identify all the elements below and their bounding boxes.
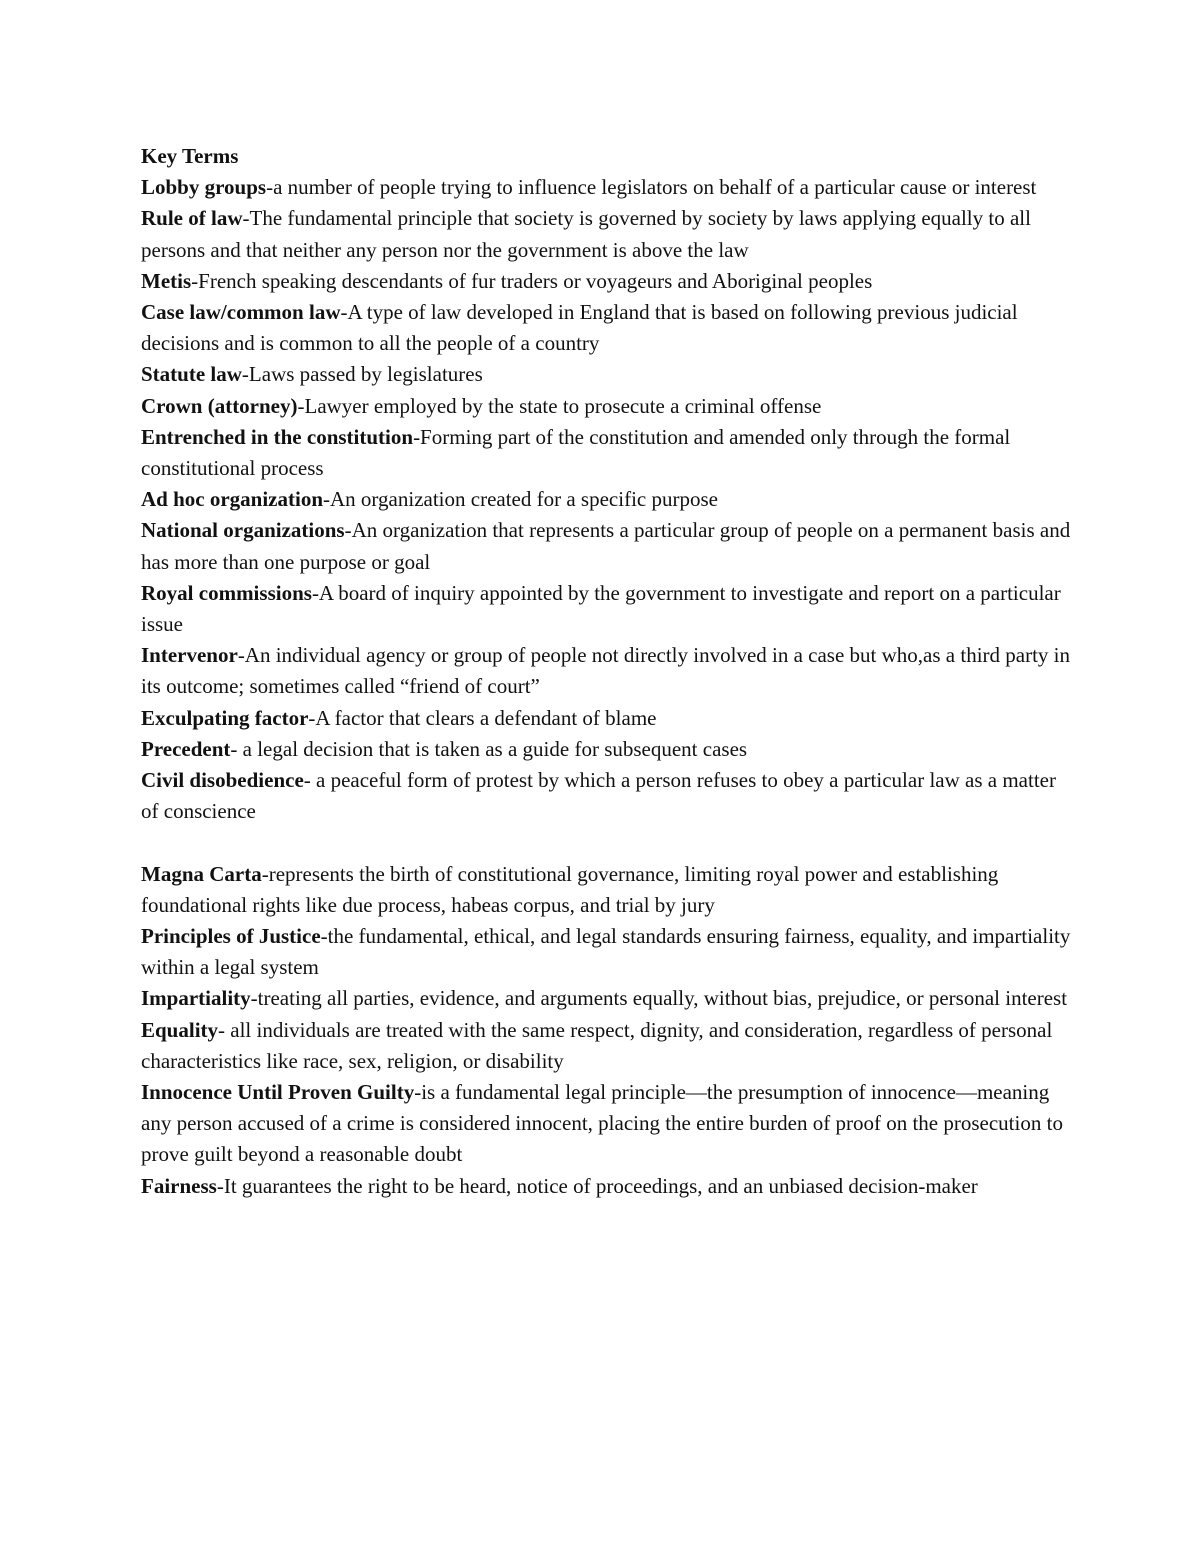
entry-magna-carta	[141, 859, 1071, 921]
entry-definition: -A board of inquiry appointed by the government to investigate and report on a particular issue	[141, 580, 1061, 637]
entry-definition: -Laws passed by legislatures	[241, 362, 483, 387]
entry-lobby-groups	[141, 172, 1071, 203]
entry-definition: -Lawyer employed by the state to prosecute a criminal offense	[297, 393, 822, 418]
entry-term: Metis	[141, 268, 192, 293]
entry-term: Precedent	[141, 736, 231, 761]
entry-term: Equality	[141, 1017, 219, 1042]
entry-definition: - a legal decision that is taken as a guide for subsequent cases	[230, 736, 748, 761]
entry-definition: -An organization created for a specific purpose	[323, 487, 718, 512]
entry-definition: -A type of law developed in England that is based on following previous judicial decisions and is common to all the people of a country	[141, 300, 1018, 356]
entry-exculpating-factor	[141, 703, 1071, 734]
entry-statute-law	[141, 359, 1071, 390]
entry-term: Crown (attorney)	[141, 393, 298, 418]
entry-term: Impartiality	[141, 986, 251, 1011]
entry-definition: -Forming part of the constitution and amended only through the formal constitutional process	[141, 424, 1011, 481]
entry-rule-of-law	[141, 203, 1071, 265]
entry-entrenched	[141, 422, 1071, 484]
entry-ad-hoc	[141, 484, 1071, 515]
entry-definition: -a number of people trying to influence legislators on behalf of a particular cause or interest	[266, 175, 1037, 200]
entry-definition: - a peaceful form of protest by which a person refuses to obey a particular law as a matter of conscience	[141, 768, 1056, 824]
entry-royal-commissions	[141, 578, 1071, 640]
entry-term: Rule of law	[141, 206, 243, 231]
entry-term: National organizations	[141, 518, 345, 543]
entry-term: Principles of Justice	[141, 924, 321, 949]
entry-term: Entrenched in the constitution	[141, 424, 414, 449]
entry-term: Statute law	[141, 362, 242, 387]
entry-term: Lobby groups	[141, 175, 267, 200]
entry-definition: -is a fundamental legal principle—the presumption of innocence—meaning any person accused of a crime is considered innocent, placing the entire burden of proof on the prosecution to prove guilt beyond a reasonable doubt	[141, 1080, 1063, 1167]
entry-definition: -It guarantees the right to be heard, notice of proceedings, and an unbiased decision-maker	[216, 1173, 978, 1198]
entry-crown-attorney	[141, 391, 1071, 422]
entry-case-law	[141, 297, 1071, 359]
entry-civil-disobedience	[141, 765, 1071, 827]
entry-definition: -treating all parties, evidence, and arguments equally, without bias, prejudice, or personal interest	[250, 986, 1068, 1011]
entry-definition: -The fundamental principle that society is governed by society by laws applying equally to all persons and that neither any person nor the government is above the law	[141, 206, 1031, 262]
entry-term: Civil disobedience	[141, 768, 304, 793]
blank-line	[141, 827, 1071, 858]
entry-innocence-until-proven-guilty	[141, 1077, 1071, 1171]
entry-equality	[141, 1015, 1071, 1077]
entry-term: Innocence Until Proven Guilty	[141, 1080, 415, 1105]
entry-definition: -An organization that represents a particular group of people on a permanent basis and has more than one purpose or goal	[141, 518, 1071, 574]
entry-term: Intervenor	[141, 643, 238, 668]
document-body	[141, 141, 1071, 1202]
entry-term: Royal commissions	[141, 580, 312, 605]
entry-definition: -the fundamental, ethical, and legal standards ensuring fairness, equality, and impartiality within a legal system	[141, 924, 1071, 980]
entry-metis	[141, 266, 1071, 297]
entry-term: Magna Carta	[141, 861, 262, 886]
entry-impartiality	[141, 983, 1071, 1014]
entry-term: Ad hoc organization	[141, 487, 324, 512]
entry-definition: -represents the birth of constitutional governance, limiting royal power and establishing foundational rights like due process, habeas corpus, and trial by jury	[141, 861, 999, 917]
entry-principles-of-justice	[141, 921, 1071, 983]
entry-fairness	[141, 1171, 1071, 1202]
page-heading: Key Terms	[141, 144, 239, 168]
entry-definition: - all individuals are treated with the same respect, dignity, and consideration, regardless of personal characteristics like race, sex, religion, or disability	[141, 1017, 1053, 1073]
entry-intervenor	[141, 640, 1071, 702]
entry-term: Fairness	[141, 1173, 217, 1198]
entry-precedent	[141, 734, 1071, 765]
entry-national-organizations	[141, 515, 1071, 577]
entry-definition: -An individual agency or group of people not directly involved in a case but who,as a third party in its outcome; sometimes called “friend of court”	[141, 643, 1071, 699]
entry-definition: -A factor that clears a defendant of blame	[308, 705, 657, 730]
entry-term: Exculpating factor	[141, 705, 309, 730]
entry-definition: -French speaking descendants of fur traders or voyageurs and Aboriginal peoples	[191, 268, 873, 293]
entry-term: Case law/common law	[141, 300, 341, 325]
